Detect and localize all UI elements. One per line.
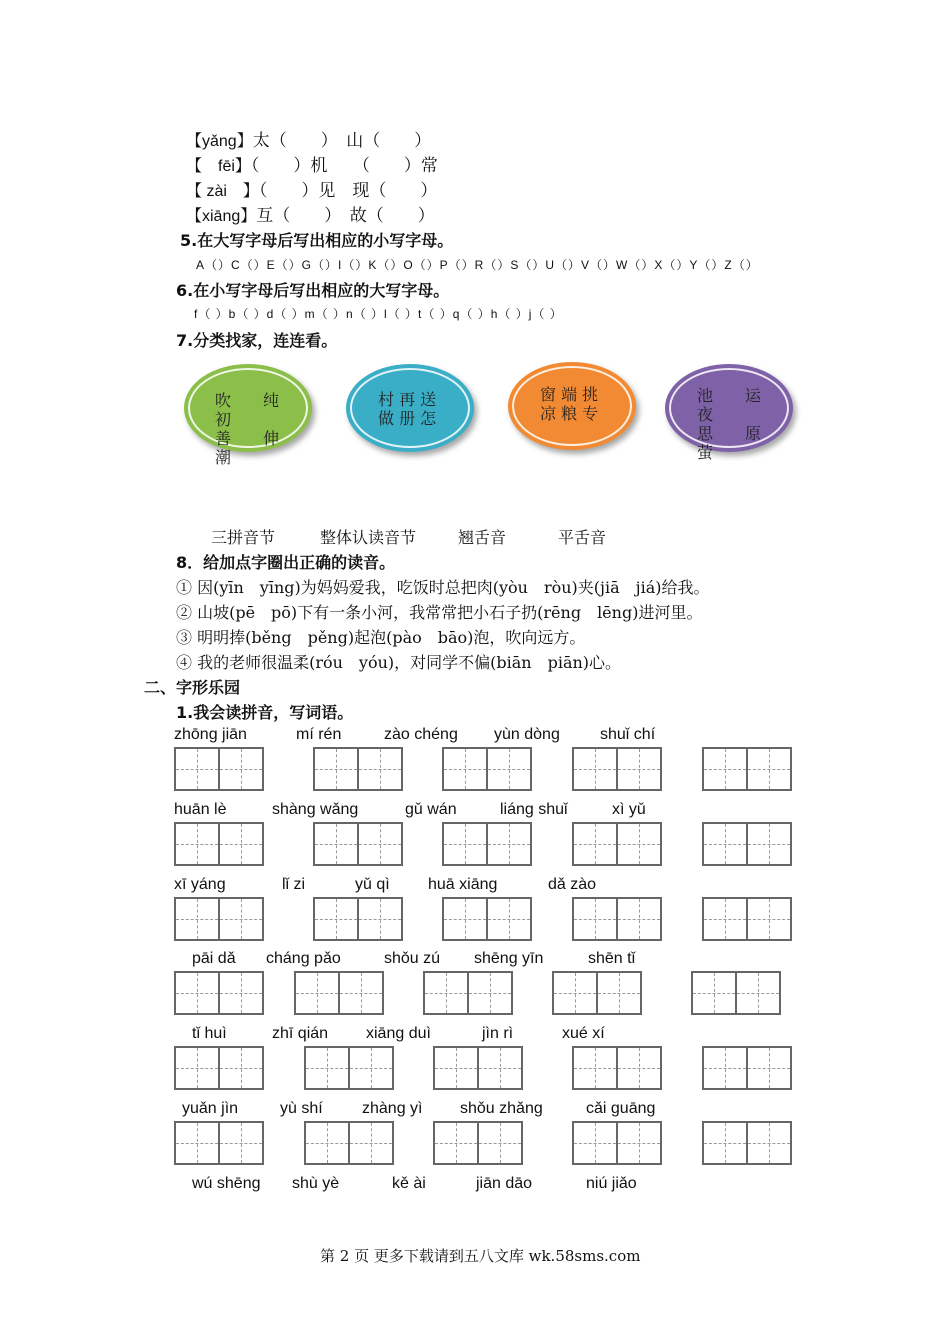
writing-grid[interactable] bbox=[174, 971, 264, 1015]
q4-key: 【 zài 】 bbox=[186, 183, 259, 200]
pinyin-label: zào chéng bbox=[384, 726, 458, 743]
writing-grid[interactable] bbox=[442, 822, 532, 866]
q4-text: 互（ ） 故（ ） bbox=[256, 206, 435, 226]
category-1[interactable]: 三拼音节 bbox=[211, 528, 276, 547]
pinyin-label: liáng shuǐ bbox=[500, 801, 568, 818]
writing-grid[interactable] bbox=[433, 1121, 523, 1165]
pinyin-label: jìn rì bbox=[482, 1025, 514, 1042]
writing-grid[interactable] bbox=[294, 971, 384, 1015]
pinyin-label: wú shēng bbox=[192, 1175, 261, 1192]
writing-grid[interactable] bbox=[174, 822, 264, 866]
pinyin-label: yùn dòng bbox=[494, 726, 560, 743]
pinyin-label: mí rén bbox=[296, 726, 342, 743]
writing-grid[interactable] bbox=[702, 1121, 792, 1165]
pinyin-label: kě ài bbox=[392, 1175, 426, 1192]
writing-grid[interactable] bbox=[304, 1121, 394, 1165]
pinyin-label: xī yáng bbox=[174, 876, 226, 893]
q6-title: 6.在小写字母后写出相应的大写字母。 bbox=[176, 281, 450, 300]
category-3[interactable]: 翘舌音 bbox=[458, 528, 507, 547]
q8-item-4: ④ 我的老师很温柔(róu yóu)，对同学不偏(biān piān)心。 bbox=[176, 653, 622, 672]
q4-text: （ ）机 （ ）常 bbox=[250, 156, 438, 176]
q4-key: 【 fēi】 bbox=[186, 158, 251, 175]
pinyin-label: cǎi guāng bbox=[586, 1100, 656, 1117]
writing-grid[interactable] bbox=[313, 897, 403, 941]
pinyin-label: niú jiǎo bbox=[586, 1175, 637, 1192]
pinyin-label: shǒu zú bbox=[384, 950, 441, 967]
pinyin-label: pāi dǎ bbox=[192, 950, 236, 967]
q7-title: 7.分类找家，连连看。 bbox=[176, 331, 338, 350]
writing-grid[interactable] bbox=[702, 897, 792, 941]
pinyin-label: yù shí bbox=[280, 1100, 323, 1117]
writing-grid[interactable] bbox=[572, 747, 662, 791]
pinyin-label: shēng yīn bbox=[474, 950, 544, 967]
writing-grid[interactable] bbox=[572, 822, 662, 866]
pinyin-label: shǒu zhǎng bbox=[460, 1100, 543, 1117]
q4-key: 【yǎng】 bbox=[186, 133, 253, 150]
oval-group-3-text: 窗 端 挑 凉 粮 专 bbox=[540, 385, 599, 423]
pinyin-label: tǐ huì bbox=[192, 1025, 227, 1042]
oval-group-4-text: 池 运 夜 思 原 萤 bbox=[697, 386, 762, 462]
writing-grid[interactable] bbox=[442, 897, 532, 941]
oval-group-1-text: 吹 纯 初 善 伸 潮 bbox=[215, 391, 280, 467]
q4-row-2 bbox=[186, 151, 438, 176]
pinyin-label: cháng pǎo bbox=[266, 950, 341, 967]
section-2-title: 二、字形乐园 bbox=[144, 678, 241, 697]
writing-grid[interactable] bbox=[423, 971, 513, 1015]
writing-grid[interactable] bbox=[174, 897, 264, 941]
pinyin-label: zhī qián bbox=[272, 1025, 329, 1042]
writing-grid[interactable] bbox=[313, 822, 403, 866]
section-2-q1-title: 1.我会读拼音，写词语。 bbox=[176, 703, 354, 722]
writing-grid[interactable] bbox=[313, 747, 403, 791]
writing-grid[interactable] bbox=[572, 897, 662, 941]
category-2[interactable]: 整体认读音节 bbox=[320, 528, 417, 547]
q4-row-4 bbox=[186, 201, 435, 226]
q8-title: 8．给加点字圈出正确的读音。 bbox=[176, 553, 396, 572]
q8-item-1: ① 因(yīn yīng)为妈妈爱我，吃饭时总把肉(yòu ròu)夹(jiā jiá)给我。 bbox=[176, 578, 710, 597]
pinyin-label: shēn tǐ bbox=[588, 950, 636, 967]
q4-key: 【xiāng】 bbox=[186, 208, 257, 225]
writing-grid[interactable] bbox=[702, 822, 792, 866]
q4-row-1 bbox=[186, 126, 431, 151]
pinyin-label: dǎ zào bbox=[548, 876, 597, 893]
writing-grid[interactable] bbox=[433, 1046, 523, 1090]
category-4[interactable]: 平舌音 bbox=[558, 528, 607, 547]
q5-letters: A（）C（）E（）G（）I（）K（）O（）P（）R（）S（）U（）V（）W（）X（）Y（）Z（） bbox=[196, 258, 759, 272]
pinyin-label: huā xiāng bbox=[428, 876, 498, 893]
pinyin-label: yuǎn jìn bbox=[182, 1100, 239, 1117]
pinyin-label: zhàng yì bbox=[362, 1100, 423, 1117]
writing-grid[interactable] bbox=[572, 1046, 662, 1090]
writing-grid[interactable] bbox=[552, 971, 642, 1015]
q4-text: （ ）见 现（ ） bbox=[258, 181, 438, 201]
pinyin-label: lǐ zi bbox=[282, 876, 306, 893]
writing-grid[interactable] bbox=[691, 971, 781, 1015]
pinyin-label: shuǐ chí bbox=[600, 726, 656, 743]
pinyin-label: xì yǔ bbox=[612, 801, 646, 818]
q5-title: 5.在大写字母后写出相应的小写字母。 bbox=[180, 231, 454, 250]
pinyin-label: shàng wǎng bbox=[272, 801, 359, 818]
pinyin-label: jiān dāo bbox=[476, 1175, 533, 1192]
writing-grid[interactable] bbox=[174, 1121, 264, 1165]
q6-letters: f（ ）b（ ）d（ ）m（ ）n（ ）l（ ）t（ ）q（ ）h（ ）j（ ） bbox=[194, 307, 563, 321]
q4-text: 太（ ） 山（ ） bbox=[252, 131, 432, 151]
writing-grid[interactable] bbox=[702, 1046, 792, 1090]
pinyin-label: huān lè bbox=[174, 801, 227, 818]
writing-grid[interactable] bbox=[572, 1121, 662, 1165]
page-footer: 第 2 页 更多下载请到五八文库 wk.58sms.com bbox=[320, 1247, 641, 1265]
pinyin-label: xiāng duì bbox=[366, 1025, 431, 1042]
q4-row-3 bbox=[186, 176, 437, 201]
writing-grid[interactable] bbox=[304, 1046, 394, 1090]
writing-grid[interactable] bbox=[702, 747, 792, 791]
q8-item-2: ② 山坡(pē pō)下有一条小河，我常常把小石子扔(rēng lēng)进河里。 bbox=[176, 603, 703, 622]
q8-item-3: ③ 明明捧(běng pěng)起泡(pào bāo)泡，吹向远方。 bbox=[176, 628, 586, 647]
pinyin-label: shù yè bbox=[292, 1175, 340, 1192]
pinyin-label: gǔ wán bbox=[405, 801, 457, 818]
oval-group-2-text: 村 再 送 做 册 怎 bbox=[378, 390, 437, 428]
pinyin-label: yǔ qì bbox=[355, 876, 390, 893]
writing-grid[interactable] bbox=[174, 1046, 264, 1090]
writing-grid[interactable] bbox=[174, 747, 264, 791]
pinyin-label: xué xí bbox=[562, 1025, 605, 1042]
writing-grid[interactable] bbox=[442, 747, 532, 791]
pinyin-label: zhōng jiān bbox=[174, 726, 247, 743]
